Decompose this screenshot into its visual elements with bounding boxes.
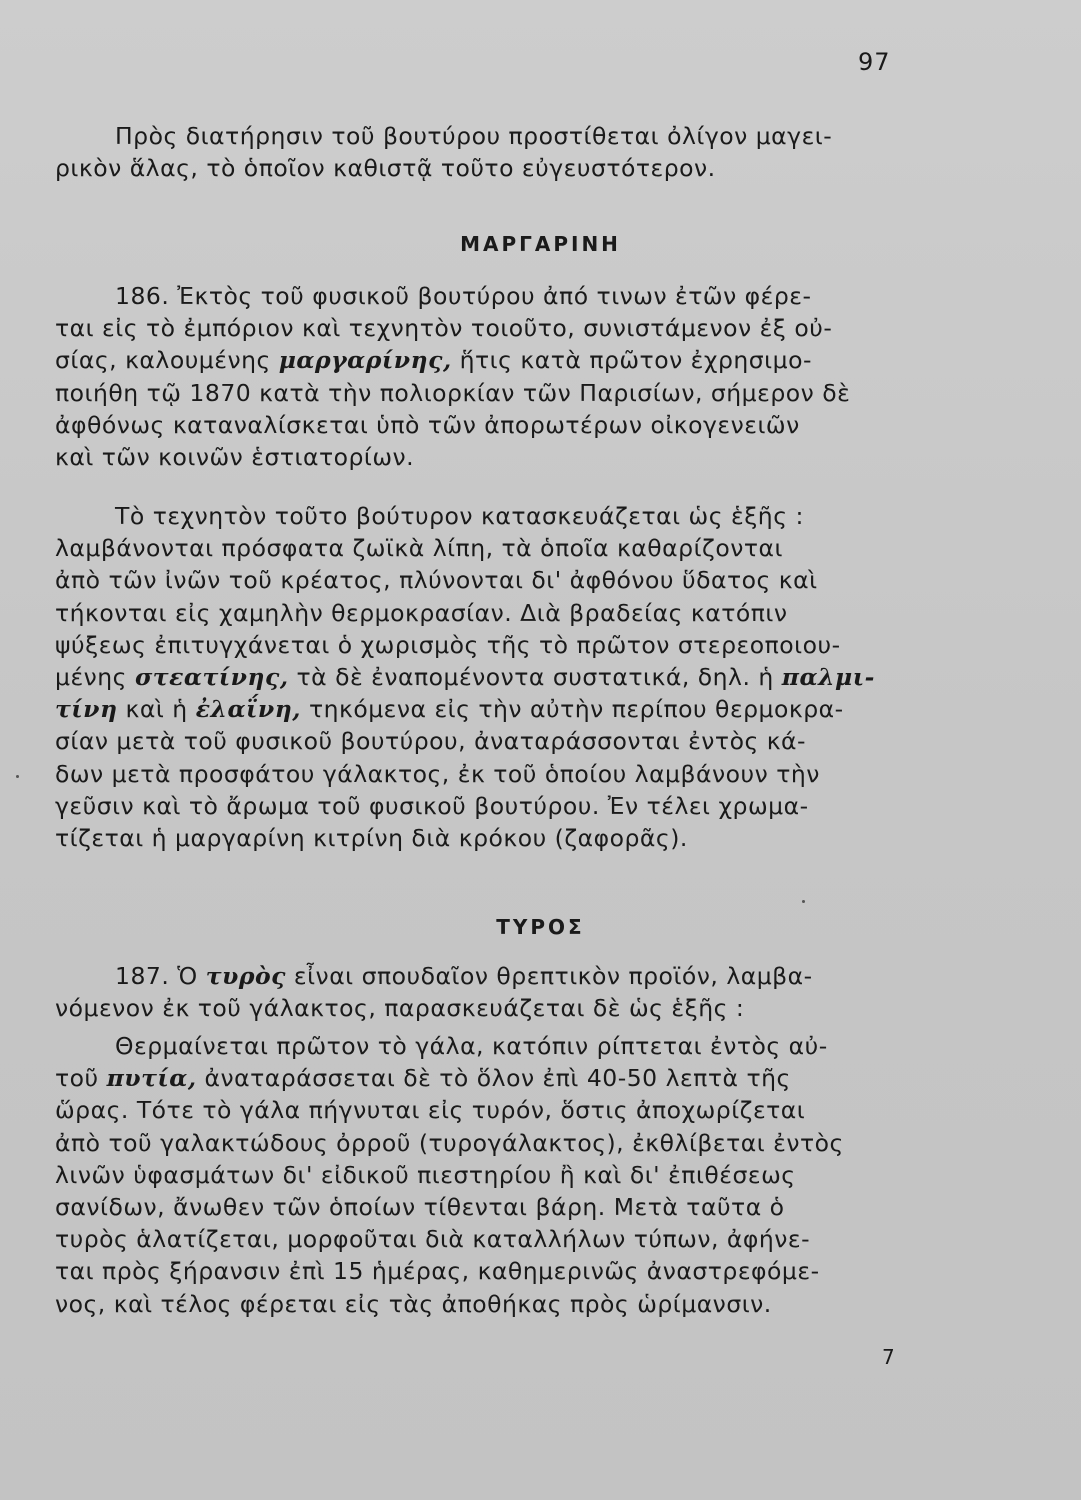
text-line: δων μετὰ προσφάτου γάλακτος, ἐκ τοῦ ὁποίου λαμβάνουν τὴν <box>55 759 820 788</box>
text-line: καὶ τῶν κοινῶν ἑστιατορίων. <box>55 443 415 472</box>
text-line: γεῦσιν καὶ τὸ ἄρωμα τοῦ φυσικοῦ βουτύρου. Ἐν τέλει χρωμα- <box>55 791 809 820</box>
paragraph-187-process <box>55 1030 915 1320</box>
text-line: νος, καὶ τέλος φέρεται εἰς τὰς ἀποθήκας πρὸς ὡρίμανσιν. <box>55 1289 772 1318</box>
speck-mark <box>16 775 19 778</box>
text-line: λινῶν ὑφασμάτων δι' εἰδικοῦ πιεστηρίου ἢ καὶ δι' ἐπιθέσεως <box>55 1160 796 1189</box>
text-line <box>55 693 915 725</box>
text-line <box>55 1062 915 1094</box>
text-fragment: καὶ ἡ <box>117 695 196 724</box>
text-line: νόμενον ἐκ τοῦ γάλακτος, παρασκευάζεται δὲ ὡς ἑξῆς : <box>55 994 745 1023</box>
text-fragment: ἀναταράσσεται δὲ τὸ ὅλον ἐπὶ 40-50 λεπτὰ τῆς <box>196 1064 791 1093</box>
text-line: Τὸ τεχνητὸν τοῦτο βούτυρον κατασκευάζεται ὡς ἑξῆς : <box>115 502 804 530</box>
paragraph-187 <box>55 960 915 1024</box>
text-fragment: τὰ δὲ ἐναπομένοντα συστατικά, δηλ. ἡ <box>288 663 782 692</box>
text-line <box>55 960 915 992</box>
text-line: ρικὸν ἅλας, τὸ ὁποῖον καθιστᾷ τοῦτο εὐγευστότερον. <box>55 154 716 183</box>
text-line: Πρὸς διατήρησιν τοῦ βουτύρου προστίθεται ὀλίγον μαγει- <box>115 122 833 150</box>
text-line: τυρὸς ἁλατίζεται, μορφοῦται διὰ καταλλήλων τύπων, ἀφήνε- <box>55 1225 811 1254</box>
term-margarine: μαργαρίνης, <box>278 346 452 375</box>
text-fragment: μένης <box>55 663 135 692</box>
text-fragment: τηκόμενα εἰς τὴν αὐτὴν περίπου θερμοκρα- <box>300 695 844 724</box>
text-fragment: ἥτις κατὰ πρῶτον ἐχρησιμο- <box>451 346 812 375</box>
text-fragment: εἶναι σπουδαῖον θρεπτικὸν προϊόν, λαμβα- <box>285 962 813 990</box>
page-number: 97 <box>858 48 891 76</box>
text-line: Θερμαίνεται πρῶτον τὸ γάλα, κατόπιν ρίπτεται ἐντὸς αὐ- <box>115 1032 828 1060</box>
term-olein: ἐλαΐνη, <box>195 695 301 724</box>
paragraph-186 <box>55 280 915 473</box>
text-fragment: τοῦ <box>55 1064 107 1093</box>
section-heading-margarine: ΜΑΡΓΑΡΙΝΗ <box>460 232 621 256</box>
term-palmitin-end: τίνη <box>55 695 118 724</box>
intro-paragraph <box>55 120 915 184</box>
text-line <box>55 344 915 376</box>
text-line: ται πρὸς ξήρανσιν ἐπὶ 15 ἡμέρας, καθημερινῶς ἀναστρεφόμε- <box>55 1257 820 1286</box>
text-line: ἀφθόνως καταναλίσκεται ὑπὸ τῶν ἀπορωτέρων οἰκογενειῶν <box>55 410 800 439</box>
term-stearin: στεατίνης, <box>134 663 289 692</box>
text-line: σίαν μετὰ τοῦ φυσικοῦ βουτύρου, ἀναταράσσονται ἐντὸς κά- <box>55 727 807 756</box>
text-line: σανίδων, ἄνωθεν τῶν ὁποίων τίθενται βάρη. Μετὰ ταῦτα ὁ <box>55 1193 785 1222</box>
text-line: ται εἰς τὸ ἐμπόριον καὶ τεχνητὸν τοιοῦτο, συνιστάμενον ἐξ οὐ- <box>55 314 833 343</box>
term-cheese: τυρὸς <box>205 962 286 990</box>
text-line: λαμβάνονται πρόσφατα ζωϊκὰ λίπη, τὰ ὁποῖα καθαρίζονται <box>55 534 783 563</box>
signature-mark: 7 <box>882 1345 895 1369</box>
term-rennet: πυτία, <box>106 1064 197 1093</box>
paragraph-186-process <box>55 500 915 854</box>
text-line: τίζεται ἡ μαργαρίνη κιτρίνη διὰ κρόκου (ζαφορᾶς). <box>55 824 688 853</box>
section-heading-cheese: ΤΥΡΟΣ <box>496 915 585 939</box>
term-palmitin: παλμι- <box>781 663 875 692</box>
text-fragment: σίας, καλουμένης <box>55 346 279 375</box>
text-line: 186. Ἐκτὸς τοῦ φυσικοῦ βουτύρου ἀπό τινων ἐτῶν φέρε- <box>115 282 812 310</box>
text-line <box>55 661 915 693</box>
speck-mark <box>802 900 805 903</box>
text-line: ψύξεως ἐπιτυγχάνεται ὁ χωρισμὸς τῆς τὸ πρῶτον στερεοποιου- <box>55 630 841 659</box>
text-line: ἀπὸ τῶν ἰνῶν τοῦ κρέατος, πλύνονται δι' ἀφθόνου ὕδατος καὶ <box>55 566 818 595</box>
text-line: ὥρας. Τότε τὸ γάλα πήγνυται εἰς τυρόν, ὅστις ἀποχωρίζεται <box>55 1096 806 1125</box>
text-line: ἀπὸ τοῦ γαλακτώδους ὀρροῦ (τυρογάλακτος), ἐκθλίβεται ἐντὸς <box>55 1128 844 1157</box>
text-fragment: 187. Ὁ <box>115 962 206 990</box>
text-line: τήκονται εἰς χαμηλὴν θερμοκρασίαν. Διὰ βραδείας κατόπιν <box>55 598 788 627</box>
text-line: ποιήθη τῷ 1870 κατὰ τὴν πολιορκίαν τῶν Παρισίων, σήμερον δὲ <box>55 378 851 407</box>
